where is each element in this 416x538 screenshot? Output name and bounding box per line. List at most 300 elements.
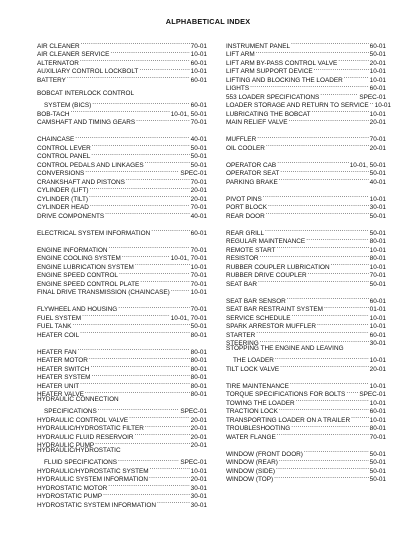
index-entry-page: 20-01: [369, 365, 386, 373]
index-entry-label: THE LOADER: [233, 357, 274, 364]
index-entry-page: 10-01: [369, 382, 386, 390]
index-entry-label: INSTRUMENT PANEL: [226, 42, 291, 50]
index-entry-label: MUFFLER: [226, 136, 257, 143]
index-entry-label: CAMSHAFT AND TIMING GEARS: [37, 119, 136, 126]
index-entry-page: 10-01: [369, 110, 386, 118]
dot-leader: [308, 269, 369, 278]
index-entry-page: 60-01: [190, 229, 207, 237]
index-entry: [37, 243, 207, 252]
index-column-left: [37, 39, 207, 507]
index-entry-label: SPECIFICATIONS: [44, 408, 97, 415]
index-entry-label: ENGINE INFORMATION: [37, 246, 108, 254]
index-entry-label: CYLINDER HEAD: [37, 204, 89, 211]
index-entry: [226, 133, 386, 142]
index-entry-page: 20-01: [190, 416, 207, 424]
index-entry: [226, 345, 386, 354]
dot-leader: [344, 73, 369, 82]
index-entry: [37, 209, 207, 226]
index-entry-page: 70-01: [190, 272, 207, 279]
index-entry-page: 50-01: [369, 170, 386, 177]
index-entry-label: RESISTOR: [226, 255, 259, 262]
index-entry-page: 10-01: [369, 357, 386, 364]
index-entry-label: CONVERSIONS: [37, 170, 85, 177]
dot-leader: [67, 73, 190, 82]
index-entry-label: AUXILIARY CONTROL LOCKBOLT: [37, 68, 139, 75]
dot-leader: [291, 422, 368, 431]
dot-leader: [277, 158, 349, 167]
index-entry-page: 60-01: [369, 85, 386, 92]
index-entry: [226, 116, 386, 133]
index-entry-label: SERVICE SCHEDULE: [226, 314, 291, 322]
dot-leader: [80, 379, 190, 388]
index-entry-page: 60-01: [369, 331, 386, 339]
index-entry-page: 80-01: [190, 357, 207, 364]
index-entry: [37, 226, 207, 243]
index-entry-page: 70-01: [369, 136, 386, 143]
index-entry: [226, 226, 386, 235]
index-entry: [226, 379, 386, 388]
index-entry: [37, 447, 207, 456]
index-entry-page: 80-01: [190, 365, 207, 373]
index-entry-label: SYSTEM (BICS): [44, 102, 92, 109]
index-entry-page: 10-01: [190, 289, 207, 296]
index-entry-label: HYDRAULIC/HYDROSTATIC: [37, 447, 121, 454]
dot-leader: [296, 396, 369, 405]
index-entry-page: 60-01: [369, 408, 386, 415]
index-entry-page: 10-01: [369, 76, 386, 84]
index-entry: [226, 430, 386, 447]
dot-leader: [145, 158, 190, 167]
index-entry-page: 70-01: [190, 42, 207, 50]
index-entry-label: BATTERY: [37, 76, 66, 84]
index-entry-label: HEATER VALVE: [37, 391, 84, 398]
index-entry-page: 30-01: [190, 484, 207, 492]
index-entry-label: HYDROSTATIC MOTOR: [37, 484, 108, 492]
dot-leader: [331, 260, 369, 269]
index-entry-page: 50-01: [190, 144, 207, 152]
index-entry-page: 10-01: [369, 323, 386, 330]
index-entry-label: HYDRAULIC PUMP: [37, 442, 95, 449]
index-entry-label: HYDRAULIC/HYDROSTATIC FILTER: [37, 425, 144, 432]
index-entry-page: 50-01: [369, 212, 386, 220]
index-entry-label: HEATER FAN: [37, 348, 77, 356]
dot-leader: [92, 99, 189, 108]
index-entry-label: CYLINDER (TILT): [37, 195, 89, 203]
index-entry: [226, 82, 386, 91]
index-entry-page: 60-01: [190, 102, 207, 109]
index-entry-label: CONTROL PEDALS AND LINKAGES: [37, 161, 144, 169]
dot-leader: [250, 82, 369, 91]
index-entry-label: WINDOW (TOP): [226, 476, 274, 483]
dot-leader: [277, 430, 369, 439]
dot-leader: [265, 226, 369, 235]
index-entry-label: HYDRAULIC CONTROL VALVE: [37, 416, 129, 424]
index-entry-page: 50-01: [190, 323, 207, 330]
index-entry-page: 40-01: [369, 178, 386, 186]
dot-leader: [280, 362, 368, 371]
index-entry-page: 10-01, 50-01: [349, 161, 386, 169]
dot-leader: [276, 464, 369, 473]
index-entry-page: 20-01: [190, 476, 207, 483]
index-entry-page: 10-01, 70-01: [170, 255, 207, 262]
index-entry-label: WINDOW (REAR): [226, 459, 278, 466]
dot-leader: [126, 175, 190, 184]
dot-leader: [171, 286, 190, 295]
index-entry-label: HEATER SWITCH: [37, 365, 90, 373]
index-entry-page: 60-01: [369, 42, 386, 50]
dot-leader: [95, 439, 189, 448]
index-entry-label: WINDOW (FRONT DOOR): [226, 450, 303, 458]
index-entry-label: TOWING THE LOADER: [226, 399, 295, 407]
index-entry-page: 20-01: [369, 59, 386, 67]
dot-leader: [118, 303, 189, 312]
index-entry-page: 70-01: [190, 306, 207, 313]
index-entry-label: TROUBLESHOOTING: [226, 425, 291, 432]
index-entry-page: 10-01: [374, 102, 391, 109]
index-entry: [226, 294, 386, 303]
index-entry-page: 70-01: [190, 280, 207, 288]
index-entry-page: 70-01: [369, 433, 386, 441]
dot-leader: [274, 473, 369, 482]
index-entry-page: 10-01: [190, 263, 207, 271]
dot-leader: [110, 48, 189, 57]
index-entry-page: 40-01: [190, 136, 207, 143]
index-entry-label: HEATER UNIT: [37, 382, 80, 390]
index-entry: [37, 328, 207, 345]
dot-leader: [346, 388, 358, 397]
index-entry: [226, 362, 386, 379]
dot-leader: [370, 99, 374, 108]
index-entry-label: TRANSPORTING LOADER ON A TRAILER: [226, 416, 351, 424]
dot-leader: [256, 328, 368, 337]
dot-leader: [289, 116, 369, 125]
index-entry-page: 30-01: [190, 501, 207, 509]
index-entry: [226, 277, 386, 294]
index-entry-label: HEATER SYSTEM: [37, 374, 91, 381]
dot-leader: [75, 133, 189, 142]
index-entry-label: AIR CLEANER: [37, 42, 80, 50]
dot-leader: [279, 405, 369, 414]
index-entry: [226, 39, 386, 48]
dot-leader: [266, 141, 369, 150]
index-entry-page: SPEC-01: [180, 170, 207, 177]
dot-leader: [78, 345, 190, 354]
dot-leader: [351, 413, 369, 422]
index-entry-page: 50-01: [369, 467, 386, 475]
dot-leader: [279, 456, 369, 465]
dot-leader: [108, 481, 189, 490]
index-entry-label: HEATER MOTOR: [37, 357, 88, 364]
dot-leader: [135, 260, 190, 269]
dot-leader: [338, 56, 368, 65]
index-entry-label: STOPPING THE ENGINE AND LEAVING: [226, 345, 344, 352]
dot-leader: [129, 413, 189, 422]
index-entry-page: 50-01: [369, 450, 386, 458]
index-entry-page: 30-01: [369, 340, 386, 347]
index-entry-label: SEAT BAR: [226, 280, 258, 288]
dot-leader: [89, 354, 190, 363]
dot-leader: [85, 388, 190, 397]
dot-leader: [145, 422, 190, 431]
index-entry-page: 70-01: [190, 178, 207, 186]
index-entry: [37, 90, 207, 99]
index-entry-label: SEAT BAR SENSOR: [226, 297, 286, 305]
dot-leader: [312, 107, 369, 116]
index-entry-label: OPERATOR SEAT: [226, 170, 280, 177]
dot-leader: [268, 201, 369, 210]
index-entry-label: REMOTE START: [226, 246, 276, 254]
index-entry-page: 50-01: [190, 153, 207, 160]
index-entry-label: HYDROSTATIC PUMP: [37, 493, 103, 500]
index-entry-label: CYLINDER (LIFT): [37, 187, 89, 194]
index-entry: [226, 141, 386, 158]
index-entry-page: 50-01: [369, 476, 386, 483]
index-entry-label: LIGHTS: [226, 85, 250, 92]
index-entry: [37, 73, 207, 90]
index-entry-page: 10-01: [369, 314, 386, 322]
index-entry-label: AIR CLEANER SERVICE: [37, 51, 110, 58]
dot-leader: [258, 277, 369, 286]
index-entry-label: ELECTRICAL SYSTEM INFORMATION: [37, 229, 151, 237]
index-entry-label: CRANKSHAFT AND PISTONS: [37, 178, 125, 186]
index-entry-page: 80-01: [369, 425, 386, 432]
index-entry-label: HYDRAULIC FLUID RESERVOIR: [37, 433, 134, 441]
dot-leader: [119, 269, 190, 278]
index-entry: [226, 175, 386, 192]
index-entry-page: 30-01: [369, 204, 386, 211]
index-entry-label: CHAINCASE: [37, 136, 75, 143]
dot-leader: [291, 39, 369, 48]
dot-leader: [290, 379, 369, 388]
index-entry-page: 60-01: [190, 76, 207, 84]
dot-leader: [306, 235, 368, 244]
page-title: ALPHABETICAL INDEX: [165, 17, 251, 26]
index-entry-page: 20-01: [369, 144, 386, 152]
index-entry-page: 20-01: [190, 433, 207, 441]
index-entry-page: 10-01: [369, 263, 386, 271]
index-entry-label: ENGINE LUBRICATION SYSTEM: [37, 263, 134, 271]
index-entry-label: FLUID SPECIFICATIONS: [44, 459, 118, 466]
index-entry-label: REAR DOOR: [226, 212, 265, 220]
dot-leader: [256, 48, 369, 57]
dot-leader: [292, 311, 369, 320]
index-entry: [37, 345, 207, 354]
dot-leader: [320, 90, 358, 99]
dot-leader: [89, 184, 189, 193]
index-entry-label: STEERING: [226, 340, 259, 347]
dot-leader: [134, 430, 189, 439]
index-entry-page: 10-01: [190, 467, 207, 475]
dot-leader: [103, 490, 190, 499]
index-entry-page: 80-01: [369, 255, 386, 262]
dot-leader: [280, 167, 368, 176]
index-entry-page: SPEC-01: [359, 391, 386, 398]
index-entry-page: 70-01: [369, 272, 386, 279]
index-entry-page: 60-01: [369, 297, 386, 305]
index-entry-label: REAR GRILL: [226, 229, 265, 237]
dot-leader: [266, 209, 369, 218]
index-entry-label: TIRE MAINTENANCE: [226, 382, 289, 390]
dot-leader: [80, 56, 190, 65]
index-entry: [37, 286, 207, 303]
index-entry-label: CONTROL LEVER: [37, 144, 91, 152]
dot-leader: [92, 141, 190, 150]
index-entry-label: LIFTING AND BLOCKING THE LOADER: [226, 76, 343, 84]
index-entry-page: 80-01: [190, 382, 207, 390]
index-entry: [37, 303, 207, 312]
dot-leader: [260, 337, 369, 346]
dot-leader: [157, 498, 190, 507]
index-entry: [37, 39, 207, 48]
index-entry-label: REGULAR MAINTENANCE: [226, 238, 306, 245]
index-entry-page: 01-01: [369, 306, 386, 313]
index-entry-page: SPEC-01: [359, 93, 386, 101]
index-entry-page: 10-01: [369, 195, 386, 203]
index-entry-label: LIFT ARM BY-PASS CONTROL VALVE: [226, 59, 338, 67]
index-entry-page: 20-01: [190, 425, 207, 432]
index-entry-label: TORQUE SPECIFICATIONS FOR BOLTS: [226, 391, 346, 398]
index-entry-label: ENGINE COOLING SYSTEM: [37, 255, 121, 262]
index-entry: [37, 396, 207, 405]
dot-leader: [275, 354, 369, 363]
index-entry-label: WATER FLANGE: [226, 433, 276, 441]
dot-leader: [279, 175, 369, 184]
dot-leader: [151, 226, 189, 235]
dot-leader: [136, 116, 190, 125]
dot-leader: [122, 252, 170, 261]
index-entry-label: BOB-TACH: [37, 110, 70, 118]
index-entry-label: OPERATOR CAB: [226, 161, 277, 169]
index-entry: [226, 158, 386, 167]
index-entry-label: ENGINE SPEED CONTROL PLATE: [37, 280, 140, 288]
index-entry-page: 40-01: [190, 212, 207, 220]
index-entry-page: 10-01, 70-01: [170, 314, 207, 322]
index-entry-page: 10-01: [369, 416, 386, 424]
index-entry-label: PORT BLOCK: [226, 204, 267, 211]
index-entry-label: MAIN RELIEF VALVE: [226, 119, 288, 126]
index-entry-label: SEAT BAR RESTRAINT SYSTEM: [226, 306, 323, 313]
index-entry-label: ENGINE SPEED CONTROL: [37, 272, 118, 279]
index-entry-label: HYDRAULIC CONNECTION: [37, 396, 119, 403]
index-entry-page: 80-01: [190, 374, 207, 381]
index-entry-page: 20-01: [369, 119, 386, 126]
index-entry-label: LUBRICATING THE BOBCAT: [226, 110, 311, 118]
index-entry: [37, 99, 207, 108]
index-entry-page: SPEC-01: [180, 408, 207, 415]
index-entry-label: PARKING BRAKE: [226, 178, 278, 186]
index-entry: [226, 90, 386, 99]
index-entry-label: LOADER STORAGE AND RETURN TO SERVICE: [226, 102, 369, 109]
dot-leader: [150, 464, 190, 473]
dot-leader: [105, 209, 190, 218]
index-entry-label: PIVOT PINS: [226, 195, 262, 203]
dot-leader: [304, 447, 369, 456]
index-entry: [226, 447, 386, 456]
dot-leader: [92, 371, 190, 380]
index-entry: [226, 192, 386, 201]
index-entry-label: OIL COOLER: [226, 144, 265, 152]
dot-leader: [89, 192, 190, 201]
index-entry-page: 50-01: [369, 229, 386, 237]
index-entry-page: 80-01: [190, 331, 207, 339]
dot-leader: [287, 294, 369, 303]
index-entry-page: SPEC-01: [180, 459, 207, 466]
dot-leader: [257, 133, 368, 142]
dot-leader: [98, 405, 180, 414]
dot-leader: [80, 328, 190, 337]
dot-leader: [317, 320, 369, 329]
index-entry-page: 70-01: [190, 119, 207, 126]
dot-leader: [139, 65, 189, 74]
index-entry-label: FUEL TANK: [37, 323, 72, 330]
index-entry-label: WINDOW (SIDE): [226, 467, 275, 475]
dot-leader: [263, 192, 369, 201]
dot-leader: [90, 201, 190, 210]
index-entry-page: 10-01: [190, 51, 207, 58]
dot-leader: [81, 39, 190, 48]
index-entry-label: RUBBER DRIVE COUPLER: [226, 272, 307, 279]
index-entry-label: HYDROSTATIC SYSTEM INFORMATION: [37, 501, 156, 509]
index-entry: [37, 133, 207, 142]
index-entry-page: 10-01, 50-01: [170, 110, 207, 118]
index-entry-page: 20-01: [190, 195, 207, 203]
index-entry-label: 553 LOADER SPECIFICATIONS: [226, 93, 320, 101]
index-entry: [226, 209, 386, 226]
index-entry-page: 10-01: [369, 399, 386, 407]
index-entry-label: FUEL SYSTEM: [37, 314, 82, 322]
dot-leader: [276, 243, 368, 252]
dot-leader: [109, 243, 190, 252]
index-entry-label: BOBCAT INTERLOCK CONTROL: [37, 90, 135, 97]
index-entry-label: TRACTION LOCK: [226, 408, 278, 415]
index-entry-page: 50-01: [190, 161, 207, 169]
index-entry-label: CONTROL PANEL: [37, 153, 91, 160]
index-entry: [37, 456, 207, 465]
index-entry-page: 10-01: [369, 68, 386, 75]
index-entry: [37, 405, 207, 414]
dot-leader: [118, 456, 179, 465]
dot-leader: [82, 311, 170, 320]
index-entry-label: LIFT ARM SUPPORT DEVICE: [226, 68, 313, 75]
index-entry-page: 10-01: [190, 68, 207, 75]
index-entry-label: SPARK ARRESTOR MUFFLER: [226, 323, 316, 330]
dot-leader: [72, 320, 189, 329]
index-entry-page: 20-01: [190, 187, 207, 194]
index-entry-page: 10-01: [369, 246, 386, 254]
dot-leader: [324, 303, 369, 312]
index-entry-label: TILT LOCK VALVE: [226, 365, 280, 373]
index-entry-label: HEATER COIL: [37, 331, 80, 339]
index-entry-page: 50-01: [369, 459, 386, 466]
index-entry-label: STARTER: [226, 331, 256, 339]
index-entry-page: 50-01: [369, 51, 386, 58]
index-entry-label: FINAL DRIVE TRANSMISSION (CHAINCASE): [37, 289, 170, 296]
index-entry-label: FLYWHEEL AND HOUSING: [37, 306, 118, 313]
dot-leader: [91, 150, 189, 159]
index-column-right: [226, 39, 391, 483]
dot-leader: [71, 107, 170, 116]
index-entry-page: 80-01: [190, 391, 207, 398]
dot-leader: [260, 252, 369, 261]
index-entry-label: ALTERNATOR: [37, 59, 79, 67]
index-entry-page: 20-01: [190, 442, 207, 449]
index-entry-label: HYDRAULIC SYSTEM INFORMATION: [37, 476, 149, 483]
index-entry-page: 60-01: [190, 59, 207, 67]
index-entry-page: 30-01: [190, 493, 207, 500]
index-entry-label: HYDRAULIC/HYDROSTATIC SYSTEM: [37, 467, 149, 475]
index-entry-page: 50-01: [369, 280, 386, 288]
dot-leader: [140, 277, 189, 286]
